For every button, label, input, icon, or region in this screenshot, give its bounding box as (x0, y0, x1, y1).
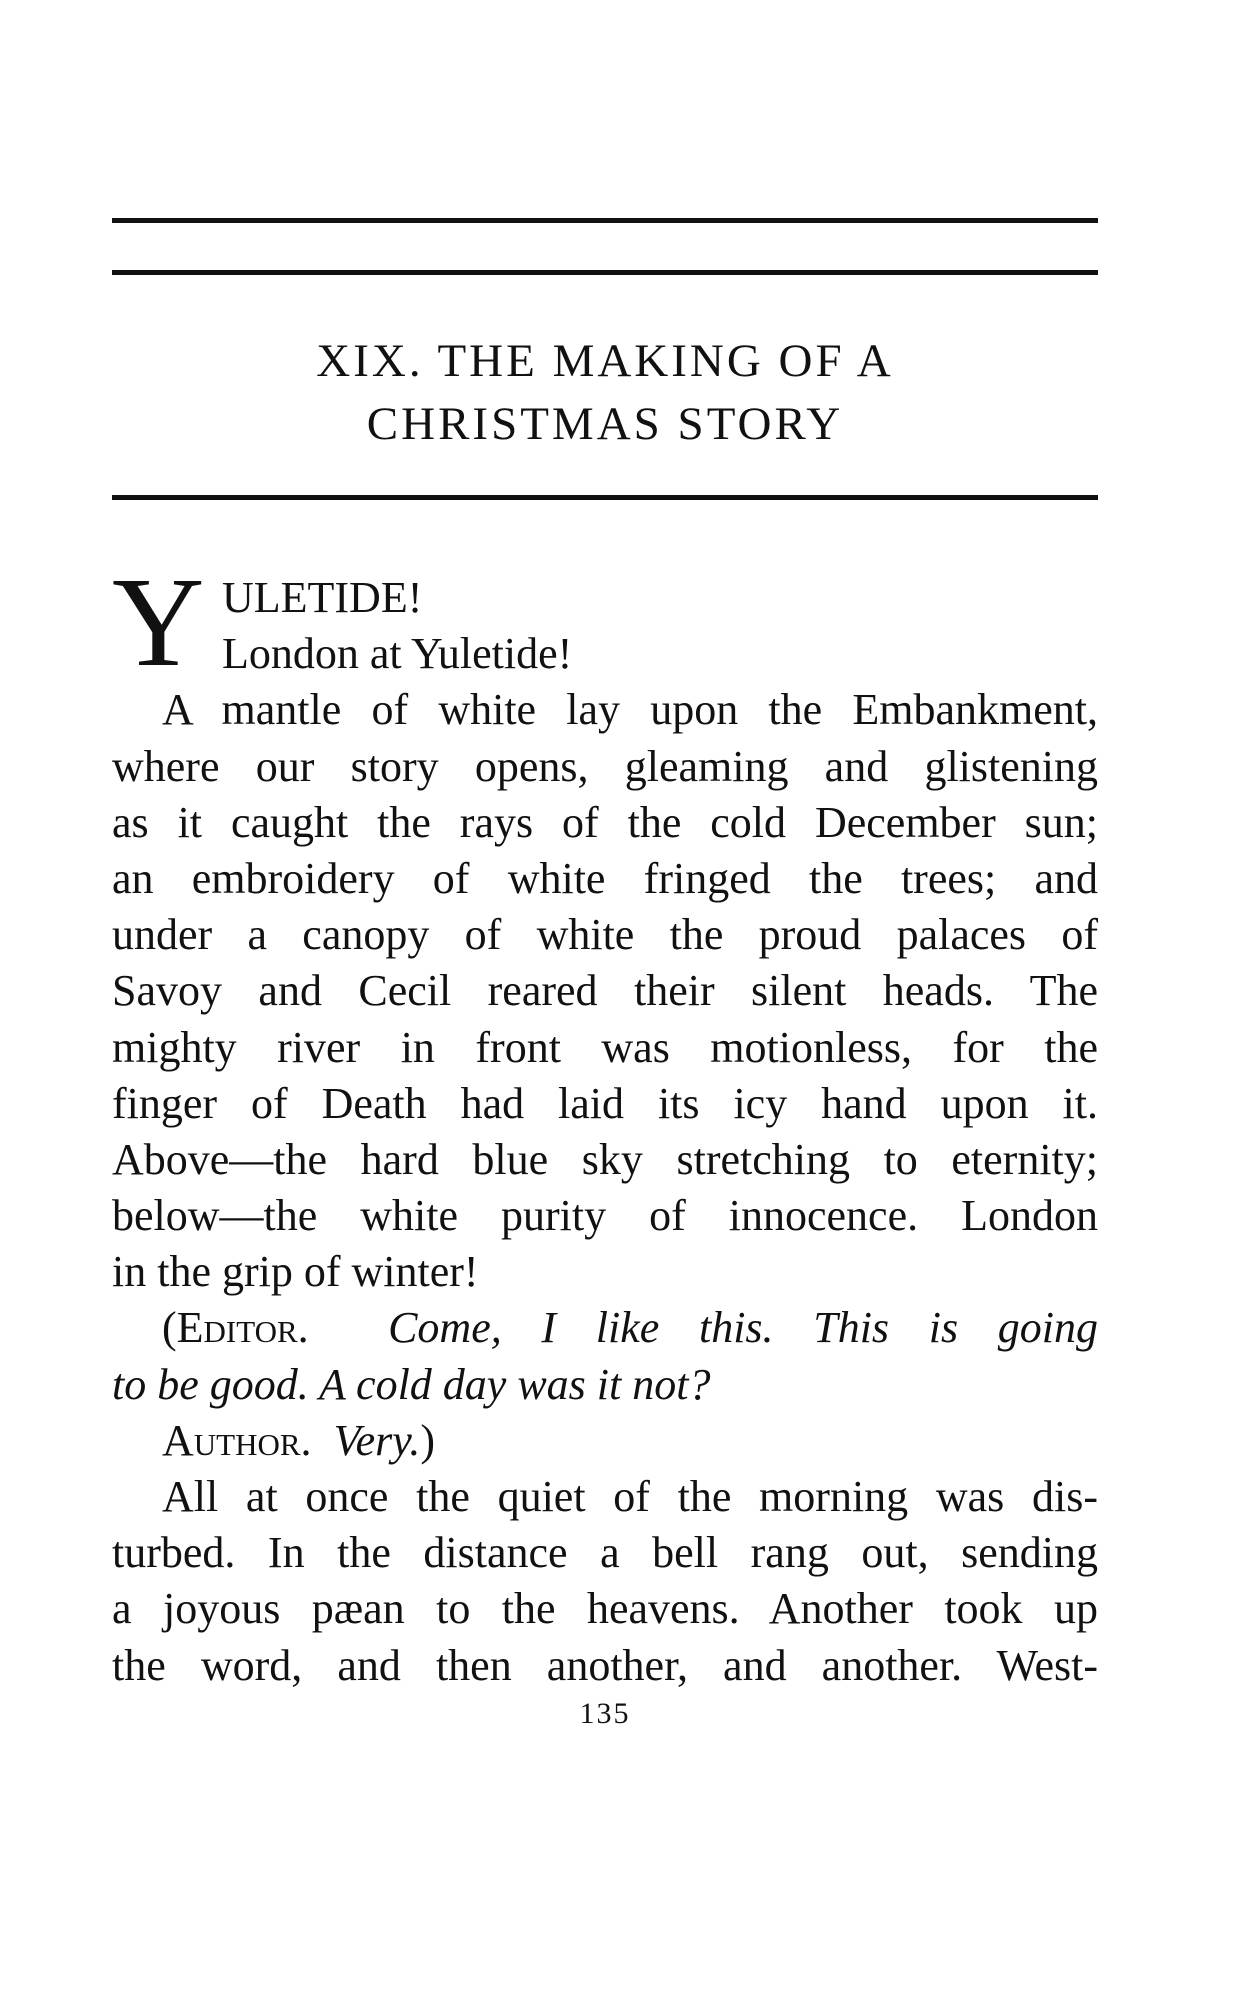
text-line: All at once the quiet of the morning was dis- (162, 1472, 1098, 1521)
text-line: under a canopy of white the proud palaces of (112, 910, 1098, 960)
text-line: as it caught the rays of the cold December sun; (112, 797, 1098, 847)
text-line: Above—the hard blue sky stretching to eternity; (112, 1134, 1098, 1184)
text-line: Savoy and Cecil reared their silent heads. The (112, 966, 1098, 1016)
text-line: in the grip of winter! (112, 1247, 479, 1297)
page-number: 135 (579, 1697, 631, 1730)
editor-speech: Come, I like this. This is going (388, 1303, 1099, 1353)
text-line: mighty river in front was motionless, for the (112, 1022, 1098, 1072)
editor-speaker: Editor. (176, 1303, 309, 1353)
text-line: an embroidery of white fringed the trees; and (112, 853, 1098, 903)
text-line: turbed. In the distance a bell rang out, sending (112, 1528, 1098, 1578)
lower-rule (112, 495, 1098, 500)
body-text (112, 551, 1099, 1694)
text-line: A mantle of white lay upon the Embankment, (162, 685, 1098, 735)
chapter-title (112, 330, 1098, 456)
author-speaker: Author. (162, 1415, 312, 1465)
editor-dialogue-line (112, 1300, 1098, 1356)
text-line: where our story opens, gleaming and glistening (112, 741, 1098, 791)
text-line: a joyous pæan to the heavens. Another took up (112, 1584, 1098, 1634)
text-line: below—the white purity of innocence. London (112, 1191, 1098, 1241)
text-line: finger of Death had laid its icy hand upon it. (112, 1078, 1098, 1128)
upper-rule (112, 270, 1098, 275)
editor-speech-continued: to be good. A cold day was it not? (112, 1359, 711, 1409)
chapter-title-line-2: CHRISTMAS STORY (366, 398, 844, 450)
top-rule (112, 218, 1098, 223)
author-speech: Very. (333, 1415, 421, 1465)
chapter-title-line-1: XIX. THE MAKING OF A (316, 335, 894, 387)
drop-cap: Y (112, 551, 205, 693)
author-dialogue-line (112, 1413, 1098, 1469)
text-line: ULETIDE! (222, 573, 423, 622)
close-paren: ) (420, 1415, 435, 1465)
text-line: the word, and then another, and another. West- (112, 1640, 1098, 1690)
text-line: London at Yuletide! (222, 629, 573, 679)
open-paren: ( (162, 1303, 177, 1353)
